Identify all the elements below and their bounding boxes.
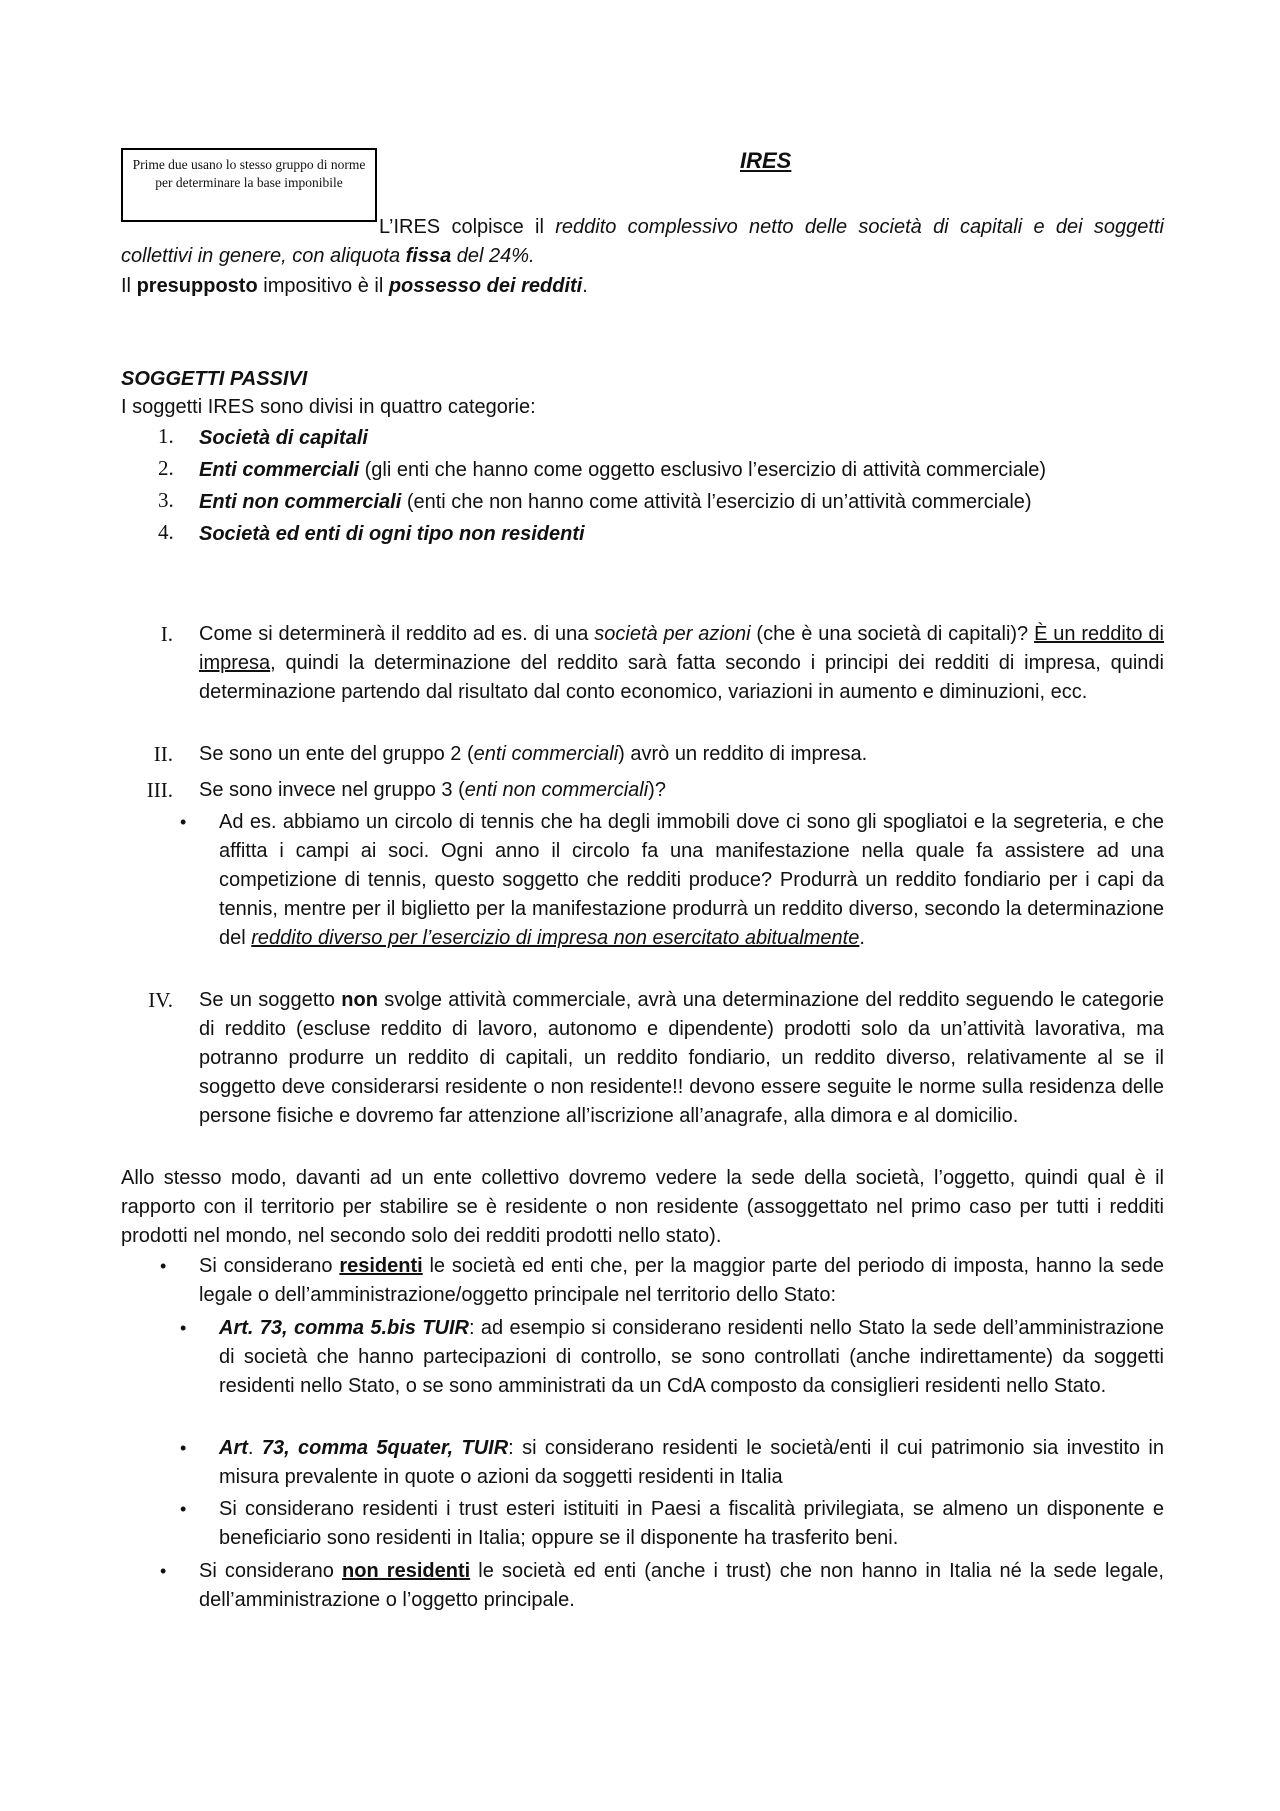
- roman-numeral: II.: [153, 742, 173, 766]
- bullet-icon: •: [160, 1256, 167, 1276]
- page-title: IRES: [740, 148, 792, 173]
- residenza-paragraph: Allo stesso modo, davanti ad un ente collettivo dovremo vedere la sede della società, l’oggetto, quindi qual è il rapporto con il territorio per stabilire se è residente o non residente (assoggettato nel primo caso per tutti i redditi prodotti nel mondo, nel secondo solo dei redditi prodotti nello stato).: [121, 1167, 1164, 1247]
- list-number: 4.: [158, 520, 174, 544]
- roman-item-iv: Se un soggetto non svolge attività commerciale, avrà una determinazione del reddito seguendo le categorie di reddito (escluse reddito di lavoro, autonomo e dipendente) prodotti solo da un’attività lavorativa, ma potranno produrre un reddito di capitali, un reddito fondiario, un reddito diverso, relativamente al se il soggetto deve considerarsi residente o non residente!! devono essere seguite le norme sulla residenza delle persone fisiche e dovremo far attenzione all’iscrizione all’anagrafe, alla dimora e al domicilio.: [199, 989, 1165, 1127]
- presupposto-paragraph: Il presupposto impositivo è il possesso dei redditi.: [121, 275, 588, 297]
- intro-paragraph: L’IRES colpisce il reddito complessivo netto delle società di capitali e dei soggetti collettivi in genere, con aliquota fissa del 24%.: [121, 216, 1164, 267]
- list-number: 1.: [158, 424, 174, 448]
- bullet-icon: •: [180, 1438, 187, 1458]
- soggetti-lead: I soggetti IRES sono divisi in quattro categorie:: [121, 396, 536, 418]
- bullet-icon: •: [180, 1318, 187, 1338]
- roman-numeral: I.: [160, 622, 173, 646]
- list-item: Società di capitali: [199, 427, 368, 449]
- art73-5quater-item: Art. 73, comma 5quater, TUIR: si considerano residenti le società/enti il cui patrimonio sia investito in misura prevalente in quote o azioni da soggetti residenti in Italia: [219, 1437, 1164, 1488]
- art73-5bis-item: Art. 73, comma 5.bis TUIR: ad esempio si considerano residenti nello Stato la sede dell’amministrazione di società che hanno partecipazioni di controllo, se sono controllati (anche indirettamente) da soggetti residenti nello Stato, o se sono amministrati da un CdA composto da consiglieri residenti nello Stato.: [219, 1317, 1164, 1397]
- trust-item: Si considerano residenti i trust esteri istituiti in Paesi a fiscalità privilegiata, se almeno un disponente e beneficiario sono residenti in Italia; oppure se il disponente ha trasferito beni.: [219, 1498, 1164, 1549]
- residenti-item: Si considerano residenti le società ed enti che, per la maggior parte del periodo di imposta, hanno la sede legale o dell’amministrazione/oggetto principale nel territorio dello Stato:: [199, 1255, 1165, 1306]
- non-residenti-item: Si considerano non residenti le società ed enti (anche i trust) che non hanno in Italia né la sede legale, dell’amministrazione o l’oggetto principale.: [199, 1560, 1164, 1611]
- margin-note-box: Prime due usano lo stesso gruppo di norme per determinare la base imponibile: [121, 148, 377, 222]
- list-item: Società ed enti di ogni tipo non residenti: [199, 523, 585, 545]
- tennis-example-paragraph: Ad es. abbiamo un circolo di tennis che ha degli immobili dove ci sono gli spogliatoi e la segreteria, e che affitta i campi ai soci. Ogni anno il circolo fa una manifestazione nella quale fa assistere ad una competizione di tennis, questo soggetto che redditi produce? Produrrà un reddito fondiario per i capi da tennis, mentre per il biglietto per la manifestazione produrrà un reddito diverso, secondo la determinazione del reddito diverso per l’esercizio di impresa non esercitato abitualmente.: [219, 811, 1164, 949]
- roman-item-ii: Se sono un ente del gruppo 2 (enti commerciali) avrò un reddito di impresa.: [199, 743, 868, 765]
- roman-item-i: Come si determinerà il reddito ad es. di una società per azioni (che è una società di capitali)? È un reddito di impresa, quindi la determinazione del reddito sarà fatta secondo i principi dei redditi di impresa, quindi determinazione partendo dal risultato dal conto economico, variazioni in aumento e diminuzioni, ecc.: [199, 623, 1164, 703]
- section-heading-soggetti-passivi: SOGGETTI PASSIVI: [121, 368, 308, 390]
- roman-numeral: IV.: [148, 988, 173, 1012]
- bullet-icon: •: [160, 1561, 167, 1581]
- list-item: Enti non commerciali (enti che non hanno come attività l’esercizio di un’attività commerciale): [199, 491, 1032, 513]
- bullet-icon: •: [180, 812, 187, 832]
- roman-item-iii: Se sono invece nel gruppo 3 (enti non commerciali)?: [199, 779, 666, 801]
- list-item: Enti commerciali (gli enti che hanno come oggetto esclusivo l’esercizio di attività commerciale): [199, 459, 1047, 481]
- bullet-icon: •: [180, 1499, 187, 1519]
- roman-numeral: III.: [146, 778, 173, 802]
- list-number: 3.: [158, 488, 174, 512]
- list-number: 2.: [158, 456, 174, 480]
